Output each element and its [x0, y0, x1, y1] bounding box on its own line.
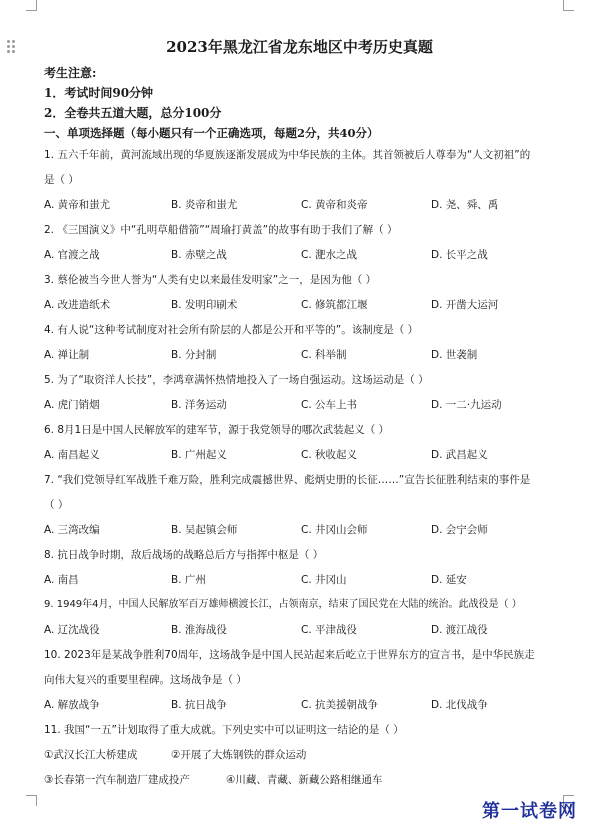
answer-option: C. 井冈山: [301, 574, 347, 586]
answer-option: C. 公车上书: [301, 399, 358, 411]
page-corner-mark: [563, 0, 574, 11]
question-stem: 1. 五六千年前，黄河流域出现的华夏族逐渐发展成为中华民族的主体。其首领被后人尊奉为“人文初祖”的: [44, 149, 531, 161]
statement-item: ①武汉长江大桥建成: [44, 749, 138, 761]
page-corner-mark: [26, 795, 37, 806]
question-stem: 10. 2023年是某战争胜利70周年，这场战争是中国人民站起来后屹立于世界东方的宣言书，是中华民族走: [44, 649, 535, 661]
answer-option: A. 黄帝和蚩尤: [44, 199, 111, 211]
answer-option: A. 禅让制: [44, 349, 90, 361]
question-stem: 11. 我国“一五”计划取得了重大成就。下列史实中可以证明这一结论的是（ ）: [44, 724, 404, 736]
question-stem: 9. 1949年4月，中国人民解放军百万雄师横渡长江，占领南京，结束了国民党在大陆的统治。此战役是（ ）: [44, 599, 522, 610]
answer-option: C. 平津战役: [301, 624, 358, 636]
answer-option: B. 洋务运动: [171, 399, 227, 411]
answer-option: A. 虎门销烟: [44, 399, 100, 411]
watermark-logo: 第一试卷网: [482, 801, 577, 822]
answer-option: D. 北伐战争: [431, 699, 488, 711]
answer-option: A. 三湾改编: [44, 524, 100, 536]
answer-option: D. 一二·九运动: [431, 399, 502, 411]
question-stem: 4. 有人说“这种考试制度对社会所有阶层的人都是公开和平等的”。该制度是（ ）: [44, 324, 419, 336]
question-stem: 向伟大复兴的重要里程碑。这场战争是（ ）: [44, 674, 247, 686]
answer-option: A. 辽沈战役: [44, 624, 100, 636]
answer-option: C. 抗美援朝战争: [301, 699, 379, 711]
answer-option: A. 解放战争: [44, 699, 100, 711]
answer-option: B. 分封制: [171, 349, 217, 361]
answer-option: B. 赤壁之战: [171, 249, 227, 261]
statement-item: ②开展了大炼钢铁的群众运动: [171, 749, 307, 761]
question-stem: 6. 8月1日是中国人民解放军的建军节，源于我党领导的哪次武装起义（ ）: [44, 424, 390, 436]
answer-option: A. 官渡之战: [44, 249, 100, 261]
document-title: 2023年黑龙江省龙东地区中考历史真题: [166, 38, 433, 56]
question-stem: 2. 《三国演义》中“孔明草船借箭”“周瑜打黄盖”的故事有助于我们了解（ ）: [44, 224, 398, 236]
answer-option: B. 吴起镇会师: [171, 524, 238, 536]
page-corner-mark: [26, 0, 37, 11]
statement-item: ③长春第一汽车制造厂建成投产: [44, 774, 190, 786]
answer-option: D. 武昌起义: [431, 449, 488, 461]
answer-option: B. 广州起义: [171, 449, 227, 461]
answer-option: D. 长平之战: [431, 249, 488, 261]
answer-option: D. 渡江战役: [431, 624, 488, 636]
answer-option: A. 南昌: [44, 574, 79, 586]
answer-option: D. 延安: [431, 574, 467, 586]
question-stem: 3. 蔡伦被当今世人誉为“人类有史以来最佳发明家”之一，是因为他（ ）: [44, 274, 377, 286]
answer-option: B. 广州: [171, 574, 206, 586]
answer-option: C. 黄帝和炎帝: [301, 199, 368, 211]
answer-option: A. 南昌起义: [44, 449, 100, 461]
question-stem: 5. 为了“取资洋人长技”，李鸿章满怀热情地投入了一场自强运动。这场运动是（ ）: [44, 374, 429, 386]
answer-option: D. 世袭制: [431, 349, 478, 361]
answer-option: C. 井冈山会师: [301, 524, 368, 536]
answer-option: D. 尧、舜、禹: [431, 199, 499, 211]
question-stem: 8. 抗日战争时期，敌后战场的战略总后方与指挥中枢是（ ）: [44, 549, 324, 561]
answer-option: D. 会宁会师: [431, 524, 488, 536]
answer-option: B. 淮海战役: [171, 624, 227, 636]
answer-option: C. 秋收起义: [301, 449, 358, 461]
section-heading: 一、单项选择题（每小题只有一个正确选项，每题2分，共40分）: [44, 126, 379, 140]
answer-option: A. 改进造纸术: [44, 299, 111, 311]
question-stem: 7. “我们党领导红军战胜千难万险，胜利完成震撼世界、彪炳史册的长征……”宣告长征胜利结束的事件是: [44, 474, 531, 486]
statement-item: ④川藏、青藏、新藏公路相继通车: [226, 774, 383, 786]
notice-item: 2．全卷共五道大题，总分100分: [44, 106, 222, 120]
notice-heading: 考生注意:: [44, 66, 97, 80]
answer-option: B. 发明印刷术: [171, 299, 238, 311]
answer-option: D. 开凿大运河: [431, 299, 499, 311]
answer-option: B. 抗日战争: [171, 699, 227, 711]
question-stem: （ ）: [44, 499, 69, 511]
answer-option: C. 修筑都江堰: [301, 299, 368, 311]
answer-option: B. 炎帝和蚩尤: [171, 199, 238, 211]
question-stem: 是（ ）: [44, 174, 79, 186]
answer-option: C. 科举制: [301, 349, 347, 361]
answer-option: C. 淝水之战: [301, 249, 358, 261]
notice-item: 1．考试时间90分钟: [44, 86, 154, 100]
